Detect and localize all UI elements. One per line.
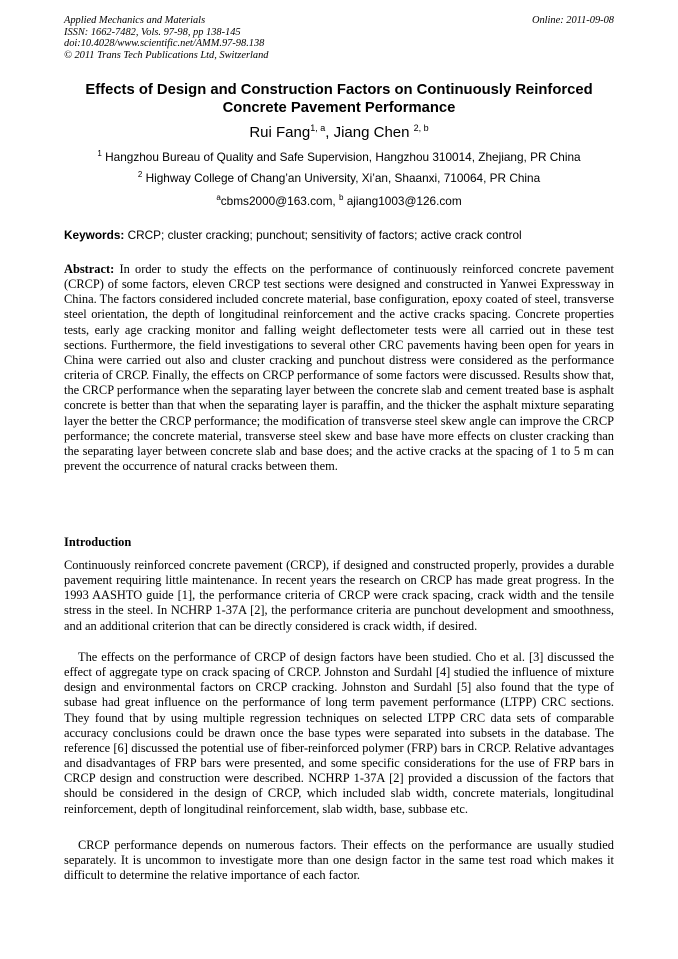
- section-heading-introduction: Introduction: [64, 535, 132, 549]
- author-affiliation-mark: 1, a: [310, 123, 326, 133]
- journal-header: [64, 15, 444, 61]
- author-emails: [64, 194, 614, 209]
- affiliation-text: Hangzhou Bureau of Quality and Safe Supervision, Hangzhou 310014, Zhejiang, PR China: [105, 150, 581, 164]
- affiliation-1: [64, 150, 614, 165]
- email-mark: a: [216, 193, 221, 202]
- affiliation-mark: 2: [137, 170, 143, 179]
- paper-title: Effects of Design and Construction Factors on Continuously Reinforced Concrete Pavement Performance: [85, 82, 593, 116]
- intro-paragraph: The effects on the performance of CRCP of design factors have been studied. Cho et al. [3] discussed the effect of aggregate type on crack spacing of CRCP. Johnston and Surdahl [4] studied the influence of mixture design and environmental factors on CRCP cracking. Johnston and Surdahl [5] also found that the type of subase had great influence on the performance of long term pavement performance (LTPP) CRC sections. They found that by using multiple regression techniques on selected LTPP CRC data sets of comparable accuracy conclusions could be drawn once the base types were separated into subsets in the database. The reference [6] discussed the potential use of fiber-reinforced polymer (FRP) bars in CRCP. Relative advantages and disadvantages of FRP bars were presented, and some specific considerations for the use of FRP bars in CRCP design and construction were described. NCHRP 1-37A [2] provided a discussion of the factors that should be considered in the design of CRCP, which included slab width, concrete materials, longitudinal reinforcement, depth of longitudinal reinforcement, slab width, base, subbase etc.: [64, 650, 614, 816]
- email-address: cbms2000@163.com: [220, 194, 333, 208]
- email-address: ajiang1003@126.com: [346, 194, 462, 208]
- author-line: [64, 123, 614, 143]
- abstract: [64, 262, 614, 474]
- keywords-label: Keywords:: [64, 228, 125, 242]
- email-mark: b: [338, 193, 344, 202]
- copyright-line: © 2011 Trans Tech Publications Ltd, Switzerland: [64, 49, 269, 61]
- doi-line: doi:10.4028/www.scientific.net/AMM.97-98.138: [64, 38, 265, 50]
- online-date: Online: 2011-09-08: [531, 15, 614, 26]
- affiliation-text: Highway College of Chang’an University, Xi’an, Shaanxi, 710064, PR China: [145, 171, 541, 185]
- author-name: Rui Fang: [249, 124, 311, 141]
- author-affiliation-mark: 2, b: [413, 123, 429, 133]
- intro-paragraph: Continuously reinforced concrete pavement (CRCP), if designed and constructed properly, provides a durable pavement requiring little maintenance. In recent years the research on CRCP has made great progress. In the 1993 AASHTO guide [1], the performance criteria of CRCP were crack spacing, crack width and the tensile stress in the steel. In NCHRP 1-37A [2], the performance criteria are punchout development and smoothness, and an additional criterion that can be directly considered is crack width, if desired.: [64, 558, 614, 633]
- author-separator: ,: [325, 124, 334, 141]
- abstract-label: Abstract:: [64, 262, 115, 276]
- journal-name: Applied Mechanics and Materials: [64, 15, 206, 26]
- intro-paragraph: CRCP performance depends on numerous factors. Their effects on the performance are usually studied separately. It is uncommon to investigate more than one design factor in the same test road which makes it difficult to determine the relative importance of each factor.: [64, 838, 614, 883]
- abstract-text: In order to study the effects on the performance of continuously reinforced concrete pavement (CRCP) of some factors, eleven CRCP test sections were designed and constructed in Yanwei Expressway in China. The factors considered included concrete material, base configuration, epoxy coated of steel, transverse steel orientation, the depth of longitudinal reinforcement and the active cracks spacing. Concrete properties tests, early age cracking monitor and falling weight deflectometer tests were all carried out in these test sections. Furthermore, the field investigations to several other CRC pavements having been open for years in China were carried out also and cluster cracking and punchout distress were considered as the performance criteria of CRCP. Finally, the effects on CRCP performance of some factors were discussed. Results show that, the CRCP performance when the separating layer between the concrete slab and cement treated base is asphalt concrete is better than that when the separating layer is paraffin, and the thicker the asphalt mixture separating layer the better the CRCP performance; the modification of transverse steel skew angle can improve the CRCP performance; the concrete material, transverse steel skew and base have more effects on cluster cracking than the separating layer between concrete slab and base does; and the active cracks at the spacing of 1 to 5 m can prevent the occurrence of natural cracks between them.: [64, 262, 614, 474]
- affiliation-mark: 1: [97, 149, 102, 158]
- keywords: [64, 228, 614, 243]
- affiliation-2: [64, 171, 614, 186]
- author-name: Jiang Chen: [333, 124, 410, 141]
- keywords-text: CRCP; cluster cracking; punchout; sensitivity of factors; active crack control: [124, 228, 522, 242]
- email-separator: ,: [332, 194, 339, 208]
- issn-line: ISSN: 1662-7482, Vols. 97-98, pp 138-145: [64, 26, 241, 38]
